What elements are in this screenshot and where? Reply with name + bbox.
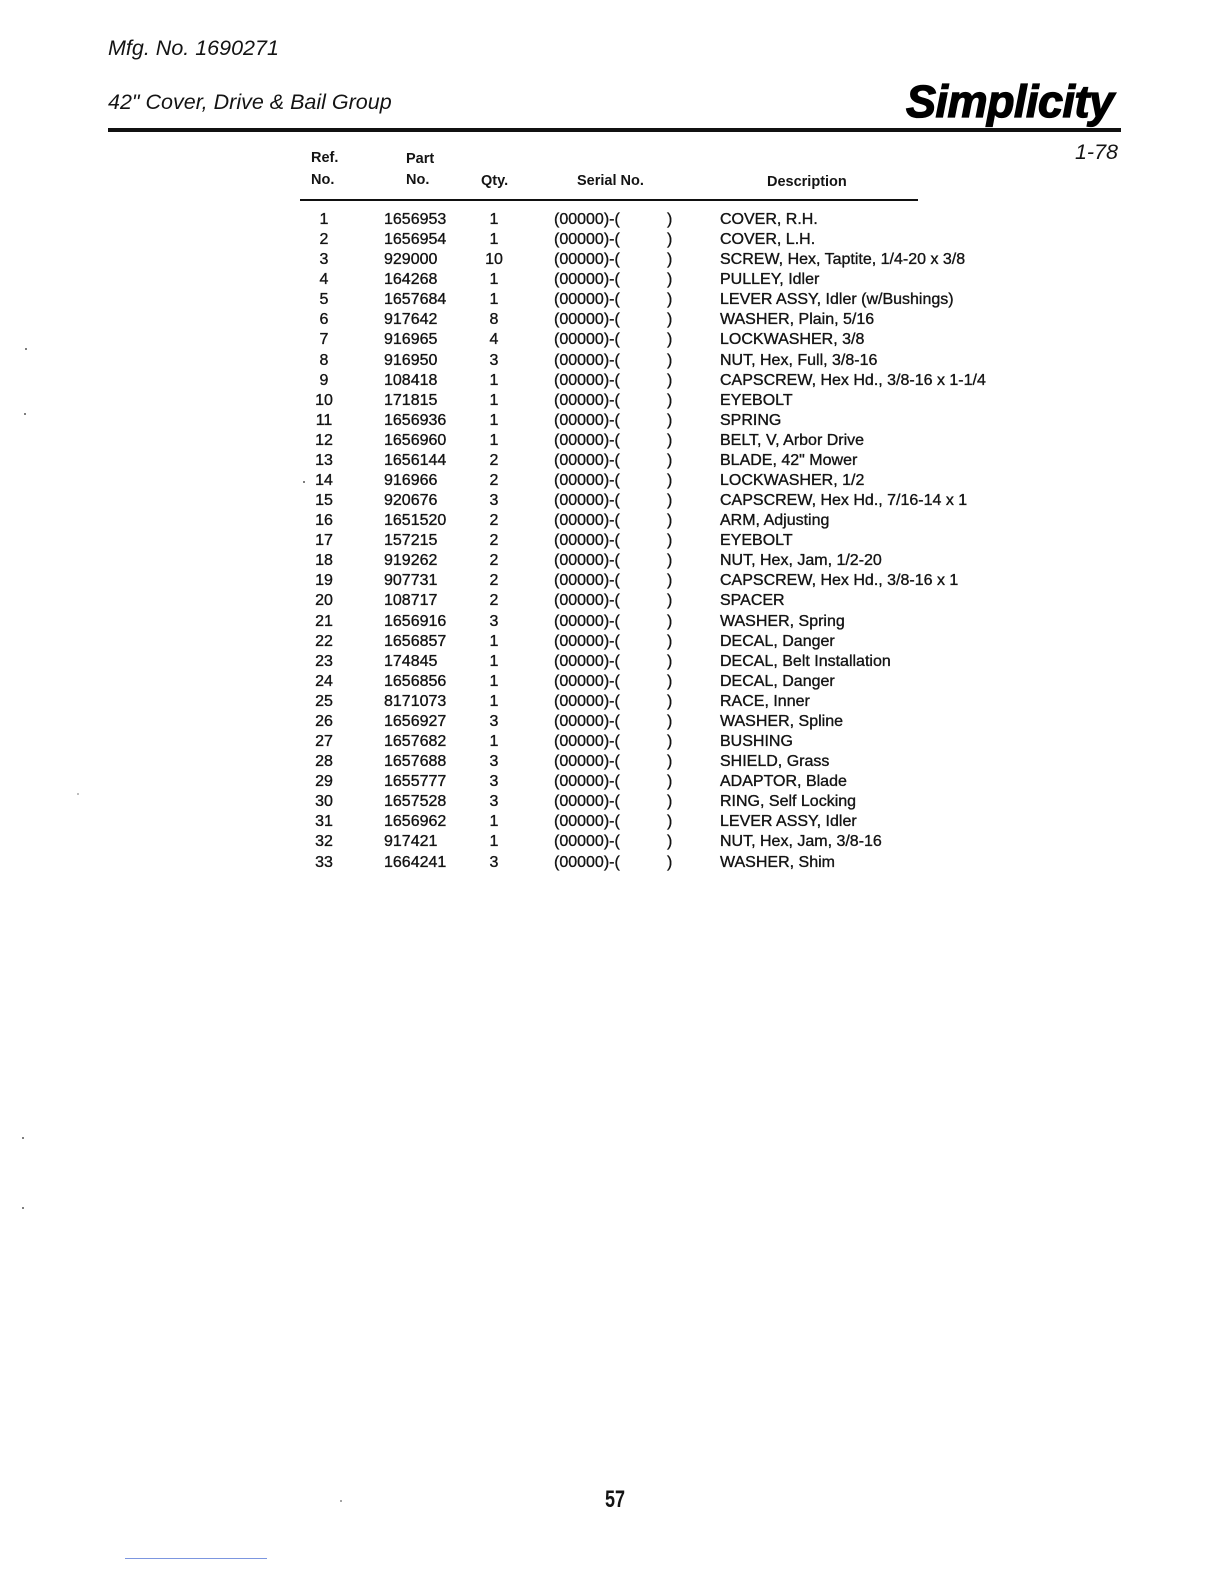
- description: LOCKWASHER, 1/2: [720, 472, 865, 490]
- serial-no: (00000)-(: [554, 652, 620, 670]
- serial-no: (00000)-(: [554, 311, 620, 329]
- table-row: [0, 451, 1224, 471]
- ref-no: 31: [315, 813, 333, 831]
- table-row: [0, 672, 1224, 692]
- qty: 2: [489, 532, 499, 550]
- ref-no: 1: [319, 211, 329, 228]
- ref-no: 4: [319, 271, 329, 289]
- serial-no: (00000)-(: [554, 431, 620, 449]
- serial-no: (00000)-(: [554, 211, 620, 228]
- ref-no: 12: [315, 431, 333, 449]
- part-no: 108418: [384, 371, 438, 389]
- serial-no: (00000)-(: [554, 251, 620, 269]
- column-header-part-line2: No.: [406, 172, 430, 188]
- qty: 1: [489, 833, 499, 851]
- qty: 3: [489, 351, 499, 369]
- table-row: [0, 270, 1224, 290]
- serial-no-end: ): [667, 311, 673, 329]
- serial-no: (00000)-(: [554, 632, 620, 650]
- serial-no-end: ): [667, 231, 673, 249]
- ref-no: 33: [315, 853, 333, 871]
- qty: 3: [489, 793, 499, 811]
- qty: 3: [489, 753, 499, 771]
- page-number: 57: [604, 1486, 626, 1513]
- qty: 10: [485, 251, 503, 269]
- part-no: 1656960: [384, 431, 447, 449]
- serial-no: (00000)-(: [554, 532, 620, 550]
- scan-speck: [24, 413, 26, 415]
- qty: 3: [489, 712, 499, 730]
- description: CAPSCREW, Hex Hd., 3/8-16 x 1-1/4: [720, 371, 986, 389]
- scan-speck: [340, 1500, 342, 1502]
- table-row: [0, 330, 1224, 350]
- qty: 1: [489, 431, 499, 449]
- part-no: 1656953: [384, 211, 447, 228]
- serial-no-end: ): [667, 632, 673, 650]
- serial-no-end: ): [667, 492, 673, 510]
- description: NUT, Hex, Full, 3/8-16: [720, 351, 878, 369]
- qty: 1: [489, 632, 499, 650]
- serial-no: (00000)-(: [554, 472, 620, 490]
- header-rule: [108, 128, 1121, 132]
- table-row: [0, 732, 1224, 752]
- serial-no-end: ): [667, 211, 673, 228]
- part-no: 1656927: [384, 712, 447, 730]
- qty: 2: [489, 451, 499, 469]
- description: BLADE, 42" Mower: [720, 451, 858, 469]
- table-row: [0, 351, 1224, 371]
- qty: 2: [489, 552, 499, 570]
- column-header-description: Description: [767, 174, 847, 190]
- column-header-serial: Serial No.: [577, 173, 644, 189]
- table-row: [0, 853, 1224, 873]
- qty: 1: [489, 211, 499, 228]
- serial-no-end: ): [667, 773, 673, 791]
- part-no: 157215: [384, 532, 438, 550]
- description: COVER, R.H.: [720, 211, 818, 228]
- part-no: 1651520: [384, 512, 447, 530]
- part-no: 1657682: [384, 733, 447, 751]
- table-row: [0, 431, 1224, 451]
- qty: 1: [489, 411, 499, 429]
- ref-no: 25: [315, 692, 333, 710]
- table-row: [0, 411, 1224, 431]
- description: EYEBOLT: [720, 532, 793, 550]
- description: COVER, L.H.: [720, 231, 816, 249]
- part-no: 916965: [384, 331, 438, 349]
- part-no: 171815: [384, 391, 438, 409]
- ref-no: 15: [315, 492, 333, 510]
- revision-date: 1-78: [1074, 140, 1118, 164]
- serial-no-end: ): [667, 411, 673, 429]
- serial-no: (00000)-(: [554, 411, 620, 429]
- qty: 2: [489, 572, 499, 590]
- serial-no-end: ): [667, 592, 673, 610]
- description: ARM, Adjusting: [720, 512, 830, 530]
- ref-no: 5: [319, 291, 329, 309]
- serial-no: (00000)-(: [554, 592, 620, 610]
- serial-no: (00000)-(: [554, 672, 620, 690]
- serial-no-end: ): [667, 251, 673, 269]
- column-header-underline: [300, 199, 918, 201]
- ref-no: 9: [319, 371, 329, 389]
- table-row: [0, 792, 1224, 812]
- qty: 2: [489, 512, 499, 530]
- serial-no: (00000)-(: [554, 833, 620, 851]
- table-row: [0, 371, 1224, 391]
- scan-speck: [25, 348, 27, 350]
- ref-no: 23: [315, 652, 333, 670]
- serial-no-end: ): [667, 753, 673, 771]
- part-no: 1655777: [384, 773, 447, 791]
- description: LEVER ASSY, Idler: [720, 813, 857, 831]
- serial-no: (00000)-(: [554, 492, 620, 510]
- description: DECAL, Danger: [720, 672, 835, 690]
- serial-no: (00000)-(: [554, 793, 620, 811]
- parts-table-body: [0, 210, 1224, 873]
- qty: 1: [489, 813, 499, 831]
- group-title: 42" Cover, Drive & Bail Group: [108, 90, 392, 114]
- table-row: [0, 632, 1224, 652]
- serial-no: (00000)-(: [554, 451, 620, 469]
- column-header-ref-line1: Ref.: [311, 150, 339, 166]
- serial-no: (00000)-(: [554, 753, 620, 771]
- scan-speck: [77, 793, 79, 795]
- ref-no: 21: [315, 612, 333, 630]
- qty: 1: [489, 692, 499, 710]
- ref-no: 10: [315, 391, 333, 409]
- description: NUT, Hex, Jam, 1/2-20: [720, 552, 882, 570]
- qty: 1: [489, 231, 499, 249]
- serial-no-end: ): [667, 572, 673, 590]
- description: CAPSCREW, Hex Hd., 7/16-14 x 1: [720, 492, 968, 510]
- serial-no: (00000)-(: [554, 853, 620, 871]
- part-no: 907731: [384, 572, 438, 590]
- description: WASHER, Spring: [720, 612, 845, 630]
- ref-no: 26: [315, 712, 333, 730]
- description: ADAPTOR, Blade: [720, 773, 847, 791]
- table-row: [0, 290, 1224, 310]
- table-row: [0, 772, 1224, 792]
- part-no: 164268: [384, 271, 438, 289]
- qty: 1: [489, 733, 499, 751]
- serial-no: (00000)-(: [554, 512, 620, 530]
- blue-underline: [125, 1558, 267, 1559]
- qty: 2: [489, 472, 499, 490]
- table-row: [0, 712, 1224, 732]
- description: BUSHING: [720, 733, 793, 751]
- serial-no-end: ): [667, 712, 673, 730]
- part-no: 917642: [384, 311, 438, 329]
- serial-no-end: ): [667, 733, 673, 751]
- serial-no-end: ): [667, 692, 673, 710]
- ref-no: 22: [315, 632, 333, 650]
- ref-no: 13: [315, 451, 333, 469]
- description: SCREW, Hex, Taptite, 1/4-20 x 3/8: [720, 251, 966, 269]
- serial-no-end: ): [667, 853, 673, 871]
- serial-no-end: ): [667, 371, 673, 389]
- part-no: 1657528: [384, 793, 447, 811]
- ref-no: 20: [315, 592, 333, 610]
- description: SPRING: [720, 411, 782, 429]
- column-header-ref-line2: No.: [311, 172, 335, 188]
- mfg-number: Mfg. No. 1690271: [108, 36, 279, 60]
- part-no: 917421: [384, 833, 438, 851]
- qty: 1: [489, 371, 499, 389]
- description: WASHER, Spline: [720, 712, 843, 730]
- serial-no: (00000)-(: [554, 612, 620, 630]
- description: WASHER, Shim: [720, 853, 835, 871]
- ref-no: 28: [315, 753, 333, 771]
- serial-no-end: ): [667, 612, 673, 630]
- table-row: [0, 511, 1224, 531]
- ref-no: 32: [315, 833, 333, 851]
- part-no: 920676: [384, 492, 438, 510]
- serial-no: (00000)-(: [554, 231, 620, 249]
- serial-no-end: ): [667, 331, 673, 349]
- part-no: 1656962: [384, 813, 447, 831]
- part-no: 929000: [384, 251, 438, 269]
- description: DECAL, Belt Installation: [720, 652, 891, 670]
- part-no: 1657688: [384, 753, 447, 771]
- description: PULLEY, Idler: [720, 271, 820, 289]
- serial-no: (00000)-(: [554, 572, 620, 590]
- description: EYEBOLT: [720, 391, 793, 409]
- ref-no: 8: [319, 351, 329, 369]
- ref-no: 19: [315, 572, 333, 590]
- part-no: 916966: [384, 472, 438, 490]
- table-row: [0, 310, 1224, 330]
- part-no: 1657684: [384, 291, 447, 309]
- serial-no: (00000)-(: [554, 371, 620, 389]
- serial-no-end: ): [667, 472, 673, 490]
- serial-no: (00000)-(: [554, 692, 620, 710]
- table-row: [0, 210, 1224, 230]
- part-no: 1656916: [384, 612, 447, 630]
- ref-no: 14: [315, 472, 333, 490]
- qty: 1: [489, 271, 499, 289]
- serial-no: (00000)-(: [554, 351, 620, 369]
- serial-no-end: ): [667, 813, 673, 831]
- description: SPACER: [720, 592, 785, 610]
- table-row: [0, 752, 1224, 772]
- part-no: 916950: [384, 351, 438, 369]
- part-no: 1656144: [384, 451, 447, 469]
- description: LOCKWASHER, 3/8: [720, 331, 865, 349]
- serial-no-end: ): [667, 271, 673, 289]
- serial-no-end: ): [667, 451, 673, 469]
- serial-no-end: ): [667, 552, 673, 570]
- table-row: [0, 491, 1224, 511]
- serial-no: (00000)-(: [554, 552, 620, 570]
- table-row: [0, 531, 1224, 551]
- description: NUT, Hex, Jam, 3/8-16: [720, 833, 882, 851]
- serial-no-end: ): [667, 351, 673, 369]
- serial-no: (00000)-(: [554, 813, 620, 831]
- table-row: [0, 571, 1224, 591]
- ref-no: 11: [315, 411, 333, 429]
- ref-no: 17: [315, 532, 333, 550]
- description: SHIELD, Grass: [720, 753, 830, 771]
- part-no: 1656936: [384, 411, 447, 429]
- qty: 2: [489, 592, 499, 610]
- serial-no: (00000)-(: [554, 271, 620, 289]
- description: RING, Self Locking: [720, 793, 857, 811]
- ref-no: 27: [315, 733, 333, 751]
- qty: 1: [489, 291, 499, 309]
- qty: 4: [489, 331, 499, 349]
- description: LEVER ASSY, Idler (w/Bushings): [720, 291, 954, 309]
- table-row: [0, 612, 1224, 632]
- table-row: [0, 692, 1224, 712]
- scan-speck: [22, 1207, 24, 1209]
- part-no: 174845: [384, 652, 438, 670]
- qty: 3: [489, 612, 499, 630]
- table-row: [0, 812, 1224, 832]
- scan-speck: [303, 481, 305, 483]
- description: RACE, Inner: [720, 692, 810, 710]
- serial-no-end: ): [667, 512, 673, 530]
- serial-no-end: ): [667, 391, 673, 409]
- part-no: 1656954: [384, 231, 447, 249]
- ref-no: 2: [319, 231, 329, 249]
- scan-speck: [22, 1137, 24, 1139]
- table-row: [0, 250, 1224, 270]
- serial-no-end: ): [667, 291, 673, 309]
- description: WASHER, Plain, 5/16: [720, 311, 875, 329]
- part-no: 1656857: [384, 632, 447, 650]
- ref-no: 29: [315, 773, 333, 791]
- serial-no: (00000)-(: [554, 773, 620, 791]
- serial-no: (00000)-(: [554, 391, 620, 409]
- qty: 8: [489, 311, 499, 329]
- serial-no-end: ): [667, 833, 673, 851]
- serial-no: (00000)-(: [554, 712, 620, 730]
- part-no: 1656856: [384, 672, 447, 690]
- ref-no: 30: [315, 793, 333, 811]
- part-no: 1664241: [384, 853, 447, 871]
- table-row: [0, 832, 1224, 852]
- table-row: [0, 230, 1224, 250]
- serial-no: (00000)-(: [554, 291, 620, 309]
- qty: 1: [489, 652, 499, 670]
- ref-no: 3: [319, 251, 329, 269]
- qty: 1: [489, 391, 499, 409]
- part-no: 8171073: [384, 692, 447, 710]
- description: CAPSCREW, Hex Hd., 3/8-16 x 1: [720, 572, 959, 590]
- ref-no: 6: [319, 311, 329, 329]
- column-header-qty: Qty.: [481, 173, 509, 189]
- table-row: [0, 591, 1224, 611]
- ref-no: 7: [319, 331, 329, 349]
- serial-no-end: ): [667, 532, 673, 550]
- serial-no-end: ): [667, 672, 673, 690]
- ref-no: 16: [315, 512, 333, 530]
- part-no: 919262: [384, 552, 438, 570]
- column-header-part-line1: Part: [406, 151, 435, 167]
- description: DECAL, Danger: [720, 632, 835, 650]
- serial-no-end: ): [667, 431, 673, 449]
- qty: 3: [489, 853, 499, 871]
- ref-no: 18: [315, 552, 333, 570]
- serial-no: (00000)-(: [554, 331, 620, 349]
- qty: 1: [489, 672, 499, 690]
- simplicity-logo: Simplicity: [906, 76, 1114, 127]
- table-row: [0, 471, 1224, 491]
- table-row: [0, 652, 1224, 672]
- qty: 3: [489, 492, 499, 510]
- serial-no-end: ): [667, 652, 673, 670]
- serial-no: (00000)-(: [554, 733, 620, 751]
- part-no: 108717: [384, 592, 438, 610]
- table-row: [0, 391, 1224, 411]
- ref-no: 24: [315, 672, 333, 690]
- description: BELT, V, Arbor Drive: [720, 431, 865, 449]
- qty: 3: [489, 773, 499, 791]
- table-row: [0, 551, 1224, 571]
- serial-no-end: ): [667, 793, 673, 811]
